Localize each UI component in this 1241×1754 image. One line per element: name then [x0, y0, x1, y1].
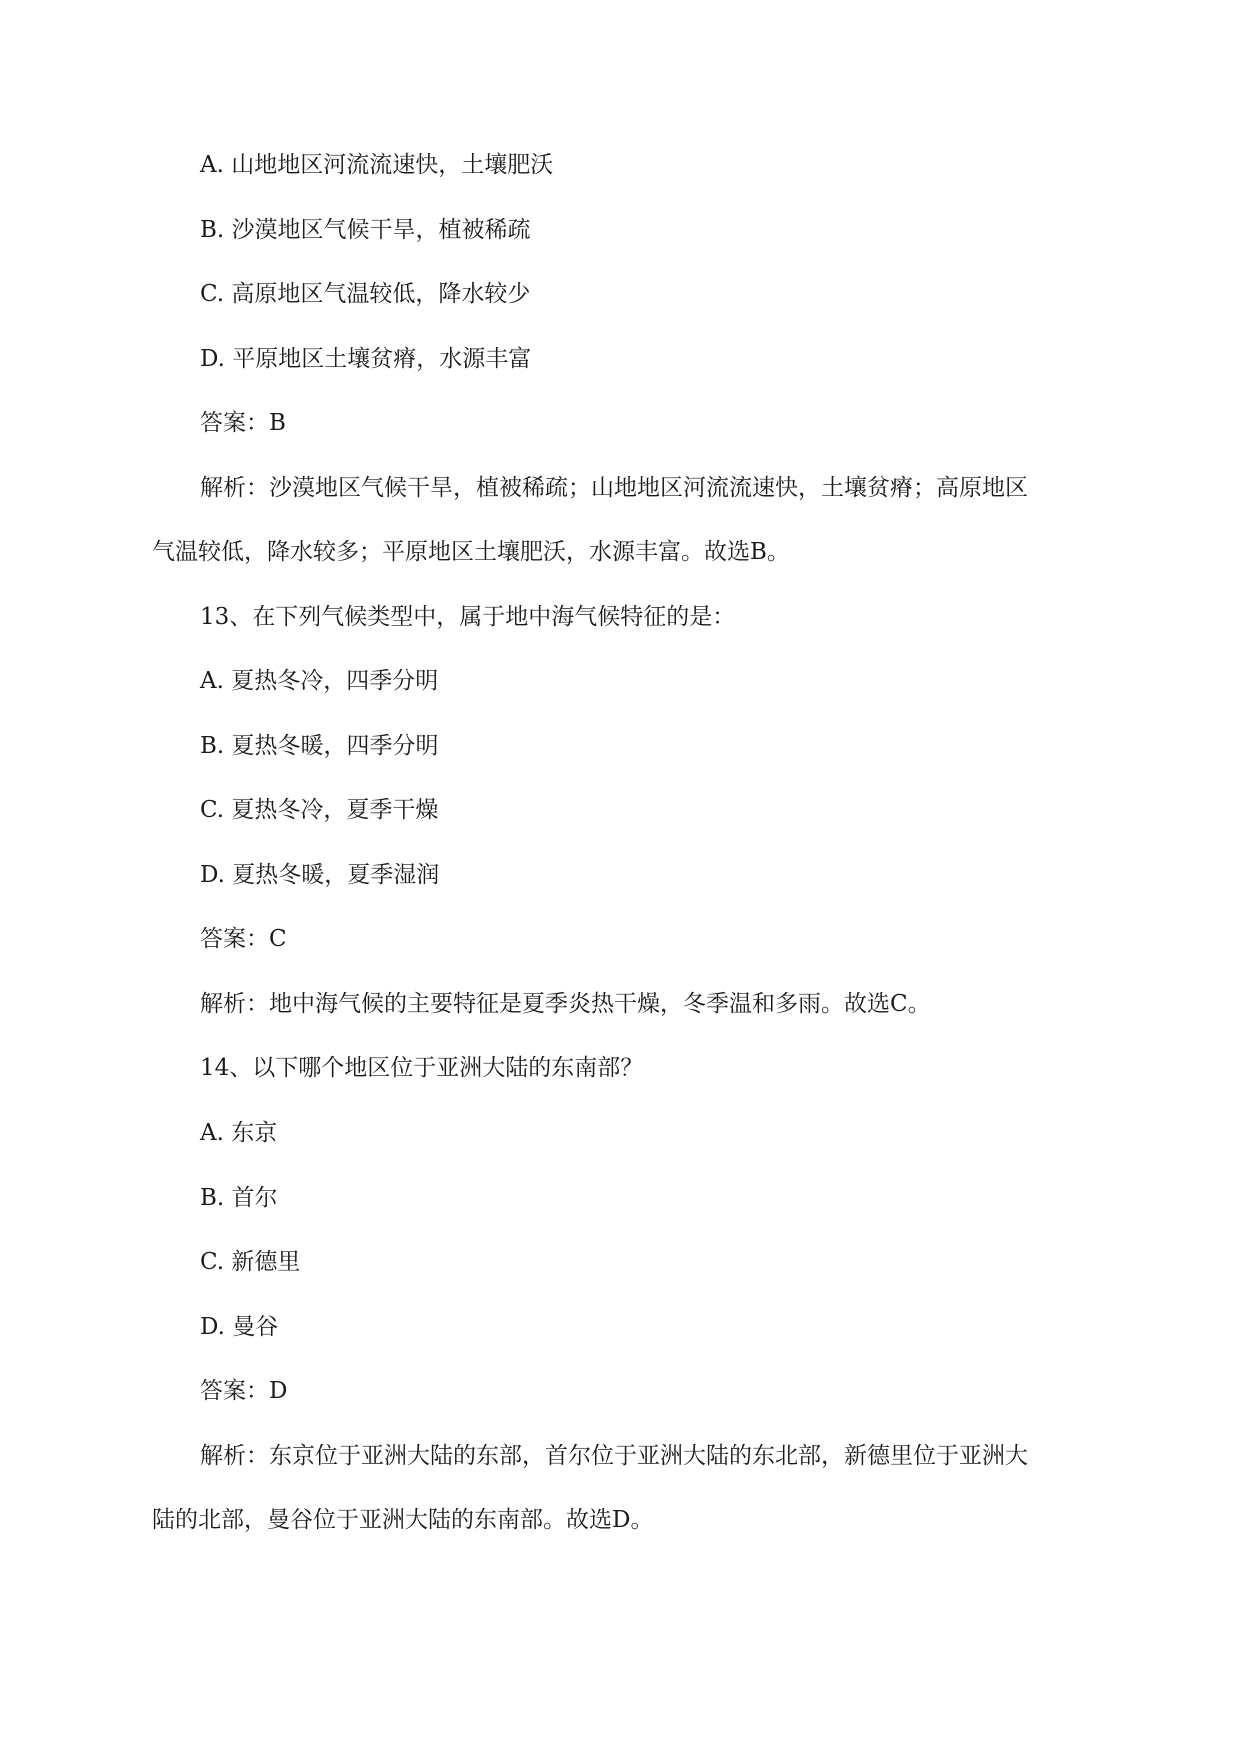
- q13-question: 13、在下列气候类型中，属于地中海气候特征的是：: [200, 604, 736, 630]
- q14-option-c: C. 新德里: [200, 1249, 301, 1275]
- q12-option-d: D. 平原地区土壤贫瘠，水源丰富: [200, 346, 532, 372]
- q14-answer: 答案：D: [200, 1378, 288, 1404]
- q14-explanation-line1: 解析：东京位于亚洲大陆的东部，首尔位于亚洲大陆的东北部，新德里位于亚洲大: [200, 1443, 1028, 1469]
- q12-option-c: C. 高原地区气温较低，降水较少: [200, 281, 531, 307]
- q12-answer: 答案：B: [200, 410, 286, 436]
- q14-option-d: D. 曼谷: [200, 1314, 279, 1340]
- q12-option-b: B. 沙漠地区气候干旱，植被稀疏: [200, 217, 531, 243]
- q12-explanation-line2: 气温较低，降水较多；平原地区土壤肥沃，水源丰富。故选B。: [152, 539, 790, 565]
- q13-option-d: D. 夏热冬暖，夏季湿润: [200, 862, 440, 888]
- q13-option-a: A. 夏热冬冷，四季分明: [200, 668, 439, 694]
- q13-option-c: C. 夏热冬冷，夏季干燥: [200, 797, 439, 823]
- q14-explanation-line2: 陆的北部，曼谷位于亚洲大陆的东南部。故选D。: [152, 1507, 654, 1533]
- q13-option-b: B. 夏热冬暖，四季分明: [200, 733, 439, 759]
- q14-option-b: B. 首尔: [200, 1185, 278, 1211]
- q14-option-a: A. 东京: [200, 1120, 278, 1146]
- q12-explanation-line1: 解析：沙漠地区气候干旱，植被稀疏；山地地区河流流速快，土壤贫瘠；高原地区: [200, 475, 1028, 501]
- q13-answer: 答案：C: [200, 926, 287, 952]
- q13-explanation-line1: 解析：地中海气候的主要特征是夏季炎热干燥，冬季温和多雨。故选C。: [200, 991, 931, 1017]
- q12-option-a: A. 山地地区河流流速快，土壤肥沃: [200, 152, 554, 178]
- q14-question: 14、以下哪个地区位于亚洲大陆的东南部？: [200, 1055, 644, 1081]
